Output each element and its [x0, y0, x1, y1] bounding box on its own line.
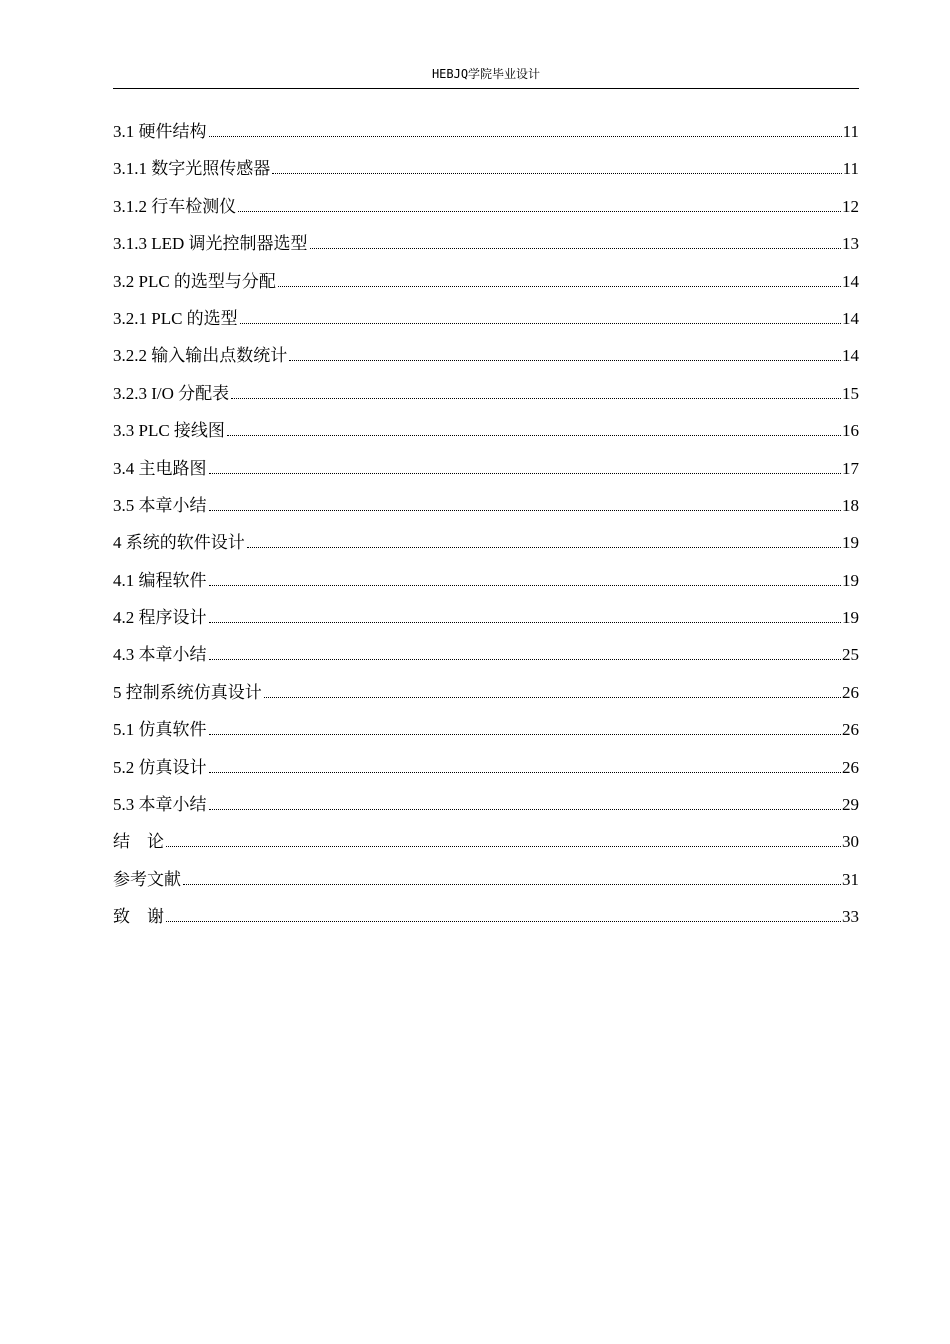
toc-entry[interactable] — [113, 868, 859, 905]
toc-dot-leader — [227, 434, 841, 436]
toc-entry-page: 15 — [842, 383, 859, 403]
toc-entry-page: 12 — [842, 196, 859, 216]
toc-entry[interactable] — [113, 606, 859, 643]
toc-entry-page: 26 — [842, 682, 859, 702]
toc-entry[interactable] — [113, 793, 859, 830]
toc-entry[interactable] — [113, 830, 859, 867]
toc-dot-leader — [209, 808, 842, 810]
toc-dot-leader — [209, 509, 842, 511]
toc-dot-leader — [231, 397, 841, 399]
toc-entry-title: 3.2.1 PLC 的选型 — [113, 308, 238, 328]
toc-entry-page: 13 — [842, 234, 859, 254]
toc-entry[interactable] — [113, 120, 859, 157]
toc-dot-leader — [272, 172, 841, 174]
toc-entry-title: 5.3 本章小结 — [113, 795, 207, 815]
toc-entry-page: 17 — [842, 458, 859, 478]
toc-entry-page: 11 — [842, 122, 859, 141]
toc-entry-title: 致 谢 — [113, 907, 164, 927]
toc-entry[interactable] — [113, 157, 859, 194]
toc-entry-page: 26 — [842, 757, 859, 777]
table-of-contents — [113, 120, 859, 943]
toc-entry-title: 3.2 PLC 的选型与分配 — [113, 271, 276, 291]
toc-entry-page: 18 — [842, 495, 859, 515]
toc-entry-page: 29 — [842, 795, 859, 815]
toc-entry-title: 4.1 编程软件 — [113, 570, 207, 590]
toc-entry-page: 33 — [842, 907, 859, 927]
toc-entry[interactable] — [113, 718, 859, 755]
toc-entry-title: 3.1.1 数字光照传感器 — [113, 159, 271, 179]
toc-entry-page: 26 — [842, 720, 859, 740]
toc-entry-title: 5.1 仿真软件 — [113, 720, 207, 740]
toc-dot-leader — [264, 696, 841, 698]
toc-entry-page: 30 — [842, 832, 859, 852]
toc-entry[interactable] — [113, 382, 859, 419]
toc-entry-page: 14 — [842, 346, 859, 366]
toc-entry[interactable] — [113, 756, 859, 793]
toc-entry[interactable] — [113, 270, 859, 307]
toc-dot-leader — [209, 621, 842, 623]
toc-dot-leader — [238, 210, 841, 212]
toc-entry[interactable] — [113, 232, 859, 269]
toc-entry-title: 3.2.2 输入输出点数统计 — [113, 346, 288, 366]
toc-entry[interactable] — [113, 569, 859, 606]
toc-entry-page: 25 — [842, 645, 859, 665]
toc-entry[interactable] — [113, 681, 859, 718]
toc-entry-page: 31 — [842, 869, 859, 889]
toc-dot-leader — [166, 920, 841, 922]
toc-entry-title: 3.1 硬件结构 — [113, 122, 207, 141]
toc-entry-page: 19 — [842, 533, 859, 553]
toc-entry-title: 3.5 本章小结 — [113, 495, 207, 515]
toc-dot-leader — [209, 584, 842, 586]
toc-entry-title: 4.2 程序设计 — [113, 608, 207, 628]
page-header — [113, 64, 859, 89]
toc-entry[interactable] — [113, 457, 859, 494]
toc-dot-leader — [209, 472, 842, 474]
toc-dot-leader — [166, 845, 841, 847]
toc-dot-leader — [310, 247, 841, 249]
toc-entry-title: 3.4 主电路图 — [113, 458, 207, 478]
toc-dot-leader — [289, 359, 841, 361]
toc-entry[interactable] — [113, 531, 859, 568]
toc-dot-leader — [209, 733, 842, 735]
toc-entry[interactable] — [113, 905, 859, 942]
toc-entry-title: 参考文献 — [113, 869, 181, 889]
toc-dot-leader — [247, 546, 841, 548]
toc-dot-leader — [183, 883, 841, 885]
toc-entry-title: 4 系统的软件设计 — [113, 533, 245, 553]
toc-dot-leader — [209, 135, 842, 137]
toc-entry-page: 14 — [842, 308, 859, 328]
toc-entry-title: 3.2.3 I/O 分配表 — [113, 383, 230, 403]
toc-entry-page: 14 — [842, 271, 859, 291]
toc-entry[interactable] — [113, 494, 859, 531]
toc-entry-page: 11 — [842, 159, 859, 179]
toc-entry-title: 4.3 本章小结 — [113, 645, 207, 665]
toc-entry-page: 19 — [842, 570, 859, 590]
toc-entry[interactable] — [113, 643, 859, 680]
toc-entry-page: 16 — [842, 421, 859, 441]
header-title: HEBJQ学院毕业设计 — [431, 67, 541, 81]
toc-entry-title: 5 控制系统仿真设计 — [113, 682, 262, 702]
toc-entry-title: 3.1.2 行车检测仪 — [113, 196, 237, 216]
toc-dot-leader — [209, 658, 842, 660]
toc-entry-title: 3.1.3 LED 调光控制器选型 — [113, 234, 308, 254]
toc-dot-leader — [240, 322, 841, 324]
toc-entry-title: 5.2 仿真设计 — [113, 757, 207, 777]
toc-dot-leader — [209, 771, 842, 773]
toc-dot-leader — [278, 285, 841, 287]
toc-entry[interactable] — [113, 419, 859, 456]
toc-entry-title: 3.3 PLC 接线图 — [113, 421, 225, 441]
toc-entry[interactable] — [113, 307, 859, 344]
toc-entry[interactable] — [113, 195, 859, 232]
toc-entry[interactable] — [113, 344, 859, 381]
toc-entry-title: 结 论 — [113, 832, 164, 852]
toc-entry-page: 19 — [842, 608, 859, 628]
